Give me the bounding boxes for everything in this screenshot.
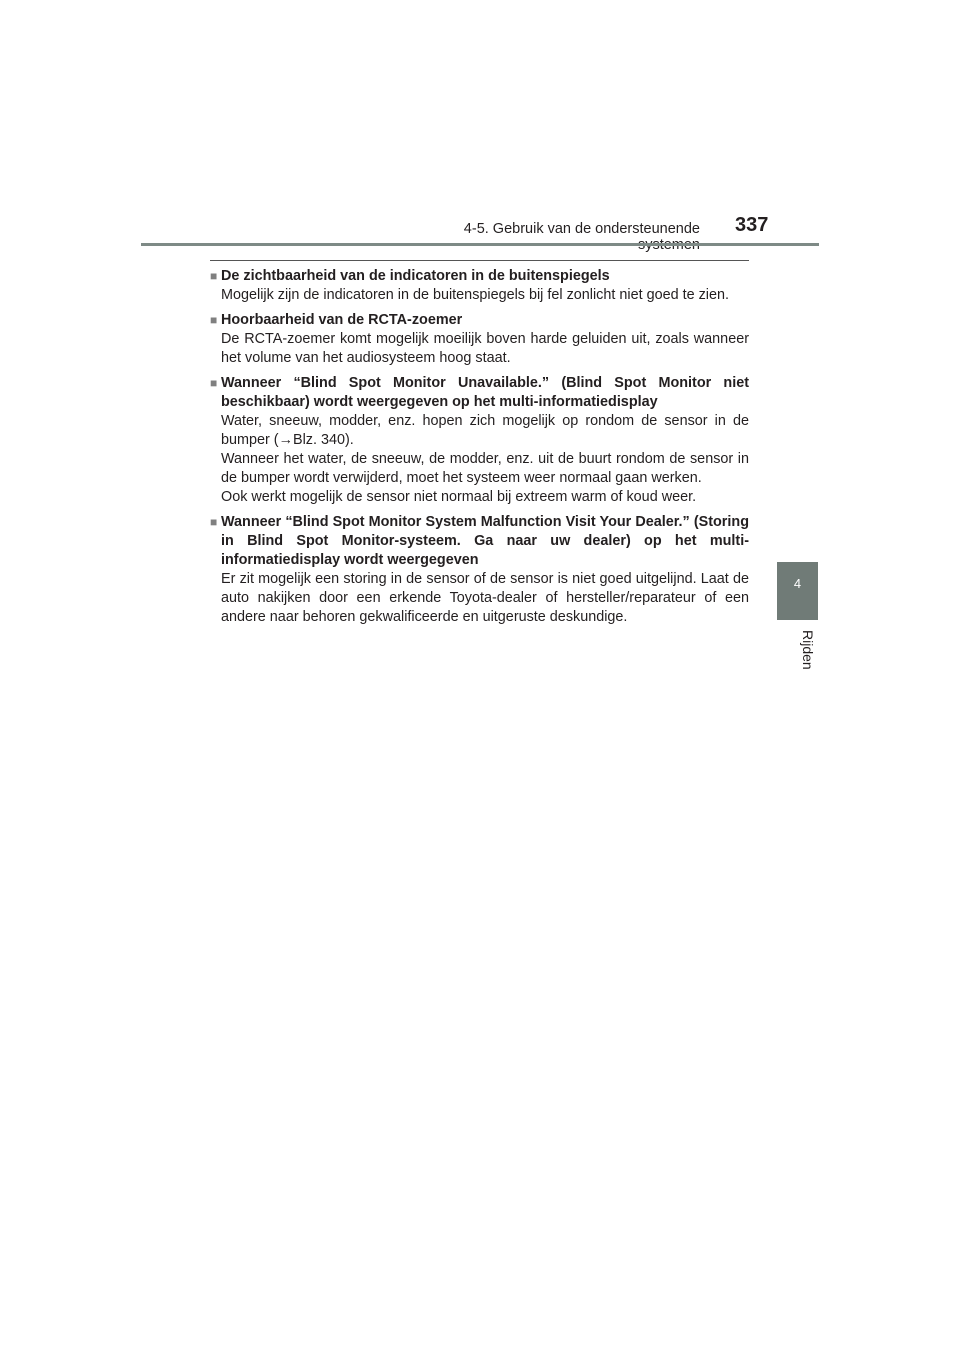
section-paragraph: Ook werkt mogelijk de sensor niet normaal bij extreem warm of koud weer. [221,489,697,505]
section-paragraph: De RCTA-zoemer komt mogelijk moeilijk boven harde geluiden uit, zoals wanneer het volume van het audiosysteem hoog staat. [221,331,749,366]
header-rule [141,243,819,246]
section-rcta-buzzer [210,311,749,368]
square-bullet-icon: ■ [210,376,218,390]
section-monitor-unavailable [210,374,749,507]
section-heading: Wanneer “Blind Spot Monitor System Malfunction Visit Your Dealer.” (Storing in Blind Spot Monitor-systeem. Ga naar uw dealer) op het multi-informatiedisplay wordt weergegeven [221,514,749,568]
section-paragraph: Wanneer het water, de sneeuw, de modder, enz. uit de buurt rondom de sensor in de bumper wordt verwijderd, moet het systeem weer normaal gaan werken. [221,451,749,486]
section-paragraph: Mogelijk zijn de indicatoren in de buitenspiegels bij fel zonlicht niet goed te zien. [221,287,729,303]
page-number: 337 [735,214,769,236]
chapter-label: Rijden [800,630,816,670]
square-bullet-icon: ■ [210,269,218,283]
square-bullet-icon: ■ [210,515,218,529]
content-top-rule [210,260,749,261]
section-title: 4-5. Gebruik van de ondersteunende [463,221,700,237]
section-paragraph: Er zit mogelijk een storing in de sensor of de sensor is niet goed uitgelijnd. Laat de auto nakijken door een erkende Toyota-dealer of hersteller/reparateur of een andere naar behoren gekwalificeerde en uitgeruste deskundige. [221,571,749,625]
content [210,267,749,633]
square-bullet-icon: ■ [210,313,218,327]
section-paragraph: Water, sneeuw, modder, enz. hopen zich mogelijk op rondom de sensor in de bumper (→Blz. 340). [221,413,749,448]
section-heading: De zichtbaarheid van de indicatoren in de buitenspiegels [221,268,610,284]
section-system-malfunction [210,513,749,627]
section-mirror-visibility [210,267,749,305]
chapter-tab [777,562,818,620]
section-heading: Hoorbaarheid van de RCTA-zoemer [221,312,463,328]
section-heading: Wanneer “Blind Spot Monitor Unavailable.” (Blind Spot Monitor niet beschikbaar) wordt weergegeven op het multi-informatiedisplay [221,375,749,410]
chapter-number: 4 [793,576,802,591]
